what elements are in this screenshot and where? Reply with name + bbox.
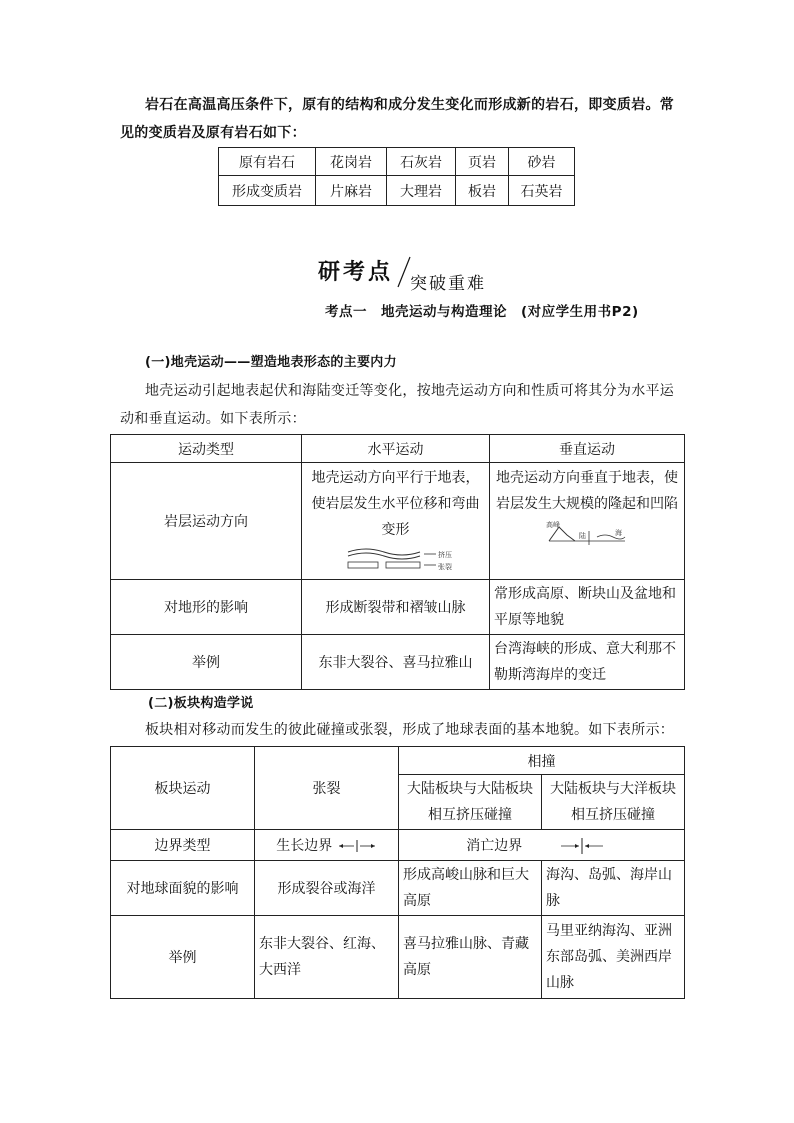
converging-arrows-icon [547,838,617,854]
rock-cell: 砂岩 [509,148,575,176]
section-heading-secondary: 突破重难 [410,274,486,294]
plate-header: 大陆板块与大洋板块相互挤压碰撞 [542,775,685,830]
diverging-arrows-icon [337,840,377,852]
vertical-motion-figure [545,519,629,549]
rock-cell: 形成变质岩 [219,176,316,206]
motion-row-label: 岩层运动方向 [111,463,302,580]
horizontal-motion-figure [346,545,452,571]
horizontal-direction-cell [302,463,490,580]
motion-cell: 东非大裂谷、喜马拉雅山 [302,635,490,690]
vertical-direction-text: 地壳运动方向垂直于地表，使岩层发生大规模的隆起和凹陷 [496,470,678,512]
fig-h-label: 挤压 [437,551,452,559]
rock-cell: 花岗岩 [316,148,387,176]
motion-cell: 形成断裂带和褶皱山脉 [302,580,490,635]
motion-header: 垂直运动 [490,435,685,463]
section-heading-main: 研考点 [318,260,394,285]
intro-line-2: 见的变质岩及原有岩石如下： [120,125,306,141]
motion-header: 运动类型 [111,435,302,463]
motion-cell: 常形成高原、断块山及盆地和平原等地貌 [490,580,685,635]
consume-boundary-label: 消亡边界 [466,838,523,854]
plate-row-label: 边界类型 [111,830,255,861]
rock-cell: 页岩 [456,148,509,176]
growth-boundary-label: 生长边界 [276,838,333,854]
part1-line-2: 动和垂直运动。如下表所示： [120,411,306,427]
fig-v-label: 陆 [579,532,586,540]
plate-header: 张裂 [255,747,399,830]
intro-line-1: 岩石在高温高压条件下，原有的结构和成分发生变化而形成新的岩石，即变质岩。常 [145,97,675,113]
part1-line-1: 地壳运动引起地表起伏和海陆变迁等变化，按地壳运动方向和性质可将其分为水平运 [145,383,675,399]
plate-header: 相撞 [399,747,685,775]
plate-cell: 东非大裂谷、红海、大西洋 [255,916,399,999]
horizontal-direction-text: 地壳运动方向平行于地表，使岩层发生水平位移和弯曲变形 [311,470,480,538]
motion-table [110,434,685,690]
vertical-direction-cell [490,463,685,580]
motion-header: 水平运动 [302,435,490,463]
part2-heading: (二)板块构造学说 [148,696,254,711]
plate-table [110,746,685,999]
motion-row-label: 对地形的影响 [111,580,302,635]
plate-cell: 形成高峻山脉和巨大高原 [399,861,542,916]
rock-cell: 石灰岩 [387,148,456,176]
plate-cell: 马里亚纳海沟、亚洲东部岛弧、美洲西岸山脉 [542,916,685,999]
rock-cell: 大理岩 [387,176,456,206]
part2-line-1: 板块相对移动而发生的彼此碰撞或张裂，形成了地球表面的基本地貌。如下表所示： [145,722,675,738]
consume-boundary-cell [399,830,685,861]
plate-cell: 形成裂谷或海洋 [255,861,399,916]
motion-row-label: 举例 [111,635,302,690]
fig-h-label: 张裂 [437,563,452,571]
growth-boundary-cell [255,830,399,861]
rock-cell: 原有岩石 [219,148,316,176]
rock-cell: 片麻岩 [316,176,387,206]
part1-heading: (一)地壳运动——塑造地表形态的主要内力 [145,355,397,370]
plate-cell: 喜马拉雅山脉、青藏高原 [399,916,542,999]
rock-table [218,147,575,206]
rock-cell: 板岩 [456,176,509,206]
plate-cell: 海沟、岛弧、海岸山脉 [542,861,685,916]
rock-cell: 石英岩 [509,176,575,206]
fig-v-label: 海 [615,529,622,537]
plate-header: 大陆板块与大陆板块相互挤压碰撞 [399,775,542,830]
plate-header: 板块运动 [111,747,255,830]
motion-cell: 台湾海峡的形成、意大利那不勒斯湾海岸的变迁 [490,635,685,690]
topic-title: 考点一 地壳运动与构造理论 (对应学生用书P2) [325,304,639,320]
plate-row-label: 举例 [111,916,255,999]
plate-row-label: 对地球面貌的影响 [111,861,255,916]
fig-v-label: 高峰 [546,521,560,529]
